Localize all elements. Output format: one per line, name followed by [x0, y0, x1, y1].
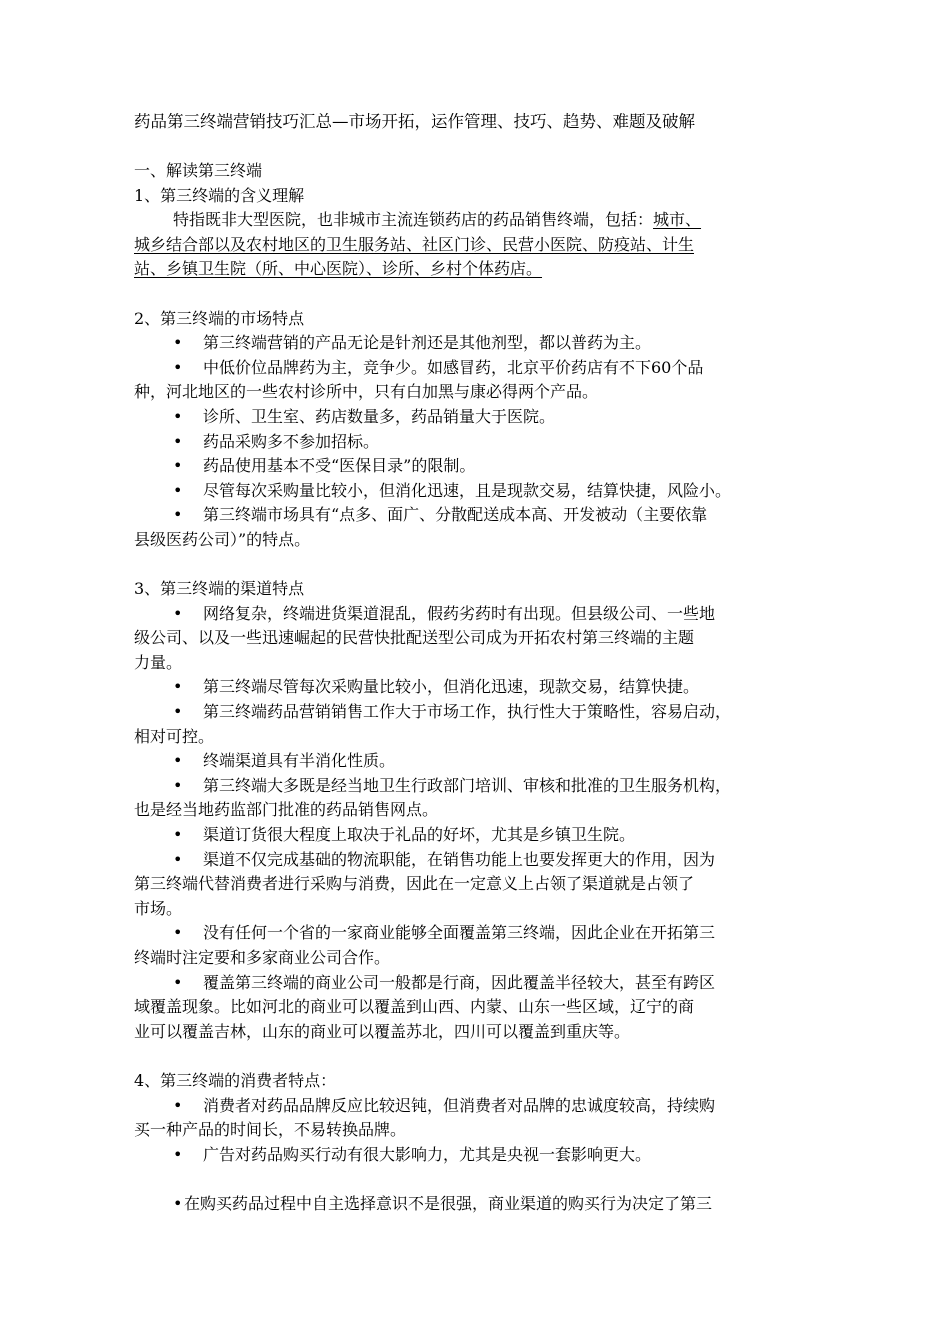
list-item: • 第三终端大多既是经当地卫生行政部门培训、审核和批准的卫生服务机构， — [134, 774, 828, 799]
bullet-icon: • — [173, 775, 183, 795]
list-item: • 没有任何一个省的一家商业能够全面覆盖第三终端，因此企业在开拓第三 — [134, 921, 828, 946]
list-item: • 第三终端市场具有“点多、面广、分散配送成本高、开发被动（主要依靠 — [134, 503, 828, 528]
blank-line — [134, 282, 828, 307]
bullet-icon: • — [173, 480, 183, 500]
list-item: • 覆盖第三终端的商业公司一般都是行商，因此覆盖半径较大，甚至有跨区 — [134, 971, 828, 996]
list-item-continued: 也是经当地药监部门批准的药品销售网点。 — [134, 800, 439, 820]
list-item-continued: 力量。 — [134, 652, 183, 672]
list-item: • 诊所、卫生室、药店数量多，药品销量大于医院。 — [134, 405, 828, 430]
document-body — [134, 159, 828, 1217]
bullet-icon: • — [173, 923, 183, 943]
underlined-line: 城乡结合部以及农村地区的卫生服务站、社区门诊、民营小医院、防疫站、计生 — [134, 234, 695, 254]
bullet-icon: • — [173, 333, 183, 353]
paragraph-line — [134, 257, 828, 282]
bullet-icon: • — [173, 505, 183, 525]
bullet-icon: • — [173, 1193, 183, 1213]
bullet-icon: • — [173, 456, 183, 476]
bullet-icon: • — [173, 972, 183, 992]
list-item: • 消费者对药品品牌反应比较迟钝，但消费者对品牌的忠诚度较高，持续购 — [134, 1094, 828, 1119]
blank-line — [134, 1044, 828, 1069]
list-item-continued: 业可以覆盖吉林，山东的商业可以覆盖苏北，四川可以覆盖到重庆等。 — [134, 1021, 631, 1041]
list-item: • 中低价位品牌药为主，竞争少。如感冒药，北京平价药店有不下60个品 — [134, 356, 828, 381]
subsection-heading: 1、第三终端的含义理解 — [134, 185, 305, 205]
list-item-continued: 买一种产品的时间长，不易转换品牌。 — [134, 1120, 407, 1140]
bullet-icon: • — [173, 431, 183, 451]
list-item-continued: 相对可控。 — [134, 726, 215, 746]
list-item: • 渠道不仅完成基础的物流职能，在销售功能上也要发挥更大的作用，因为 — [134, 848, 828, 873]
list-item: • 第三终端尽管每次采购量比较小，但消化迅速，现款交易，结算快捷。 — [134, 675, 828, 700]
list-item: • 第三终端药品营销销售工作大于市场工作，执行性大于策略性，容易启动， — [134, 700, 828, 725]
bullet-icon: • — [173, 603, 183, 623]
paragraph-text: 特指既非大型医院，也非城市主流连锁药店的药品销售终端，包括： — [173, 210, 654, 230]
list-item-continued: 终端时注定要和多家商业公司合作。 — [134, 948, 391, 967]
list-item: • 药品使用基本不受“医保目录”的限制。 — [134, 454, 828, 479]
section-heading: 一、解读第三终端 — [134, 161, 263, 180]
blank-line — [134, 1167, 828, 1192]
list-item: • 广告对药品购买行动有很大影响力，尤其是央视一套影响更大。 — [134, 1143, 828, 1168]
underlined-text: 站、乡镇卫生院（所、中心医院）、诊所、乡村个体药店。 — [134, 259, 543, 279]
list-item-continued: 第三终端代替消费者进行采购与消费，因此在一定意义上占领了渠道就是占领了 — [134, 874, 695, 894]
list-item: • 第三终端营销的产品无论是针剂还是其他剂型，都以普药为主。 — [134, 331, 828, 356]
bullet-icon: • — [173, 1095, 183, 1115]
bullet-icon: • — [173, 357, 183, 377]
bullet-icon: • — [173, 751, 183, 771]
bullet-icon: • — [173, 849, 183, 869]
bullet-icon: • — [173, 825, 183, 845]
list-item-continued: 种，河北地区的一些农村诊所中，只有白加黑与康必得两个产品。 — [134, 382, 599, 402]
paragraph-line — [134, 208, 828, 233]
list-item: • 网络复杂，终端进货渠道混乱，假药劣药时有出现。但县级公司、一些地 — [134, 602, 828, 627]
subsection-heading: 3、第三终端的渠道特点 — [134, 579, 305, 599]
list-item-continued: 县级医药公司）”的特点。 — [134, 529, 311, 549]
list-item: • 终端渠道具有半消化性质。 — [134, 749, 828, 774]
document-title: 药品第三终端营销技巧汇总—市场开拓，运作管理、技巧、趋势、难题及破解 — [134, 112, 695, 131]
blank-line — [134, 553, 828, 578]
list-item-continued: 市场。 — [134, 898, 183, 918]
list-item: • 渠道订货很大程度上取决于礼品的好坏，尤其是乡镇卫生院。 — [134, 823, 828, 848]
subsection-heading: 4、第三终端的消费者特点： — [134, 1070, 337, 1090]
list-item: • 尽管每次采购量比较小，但消化迅速，且是现款交易，结算快捷，风险小。 — [134, 479, 828, 504]
bullet-icon: • — [173, 677, 183, 697]
list-item: • 药品采购多不参加招标。 — [134, 430, 828, 455]
list-item-continued: 域覆盖现象。比如河北的商业可以覆盖到山西、内蒙、山东一些区域，辽宁的商 — [134, 997, 695, 1017]
subsection-heading: 2、第三终端的市场特点 — [134, 308, 305, 328]
underlined-text: 城市、 — [653, 210, 702, 230]
bullet-icon: • — [173, 406, 183, 426]
list-item-continued: 级公司、以及一些迅速崛起的民营快批配送型公司成为开拓农村第三终端的主题 — [134, 628, 695, 648]
bullet-icon: • — [173, 1144, 183, 1164]
list-item: •在购买药品过程中自主选择意识不是很强，商业渠道的购买行为决定了第三 — [134, 1192, 828, 1217]
bullet-icon: • — [173, 702, 183, 722]
